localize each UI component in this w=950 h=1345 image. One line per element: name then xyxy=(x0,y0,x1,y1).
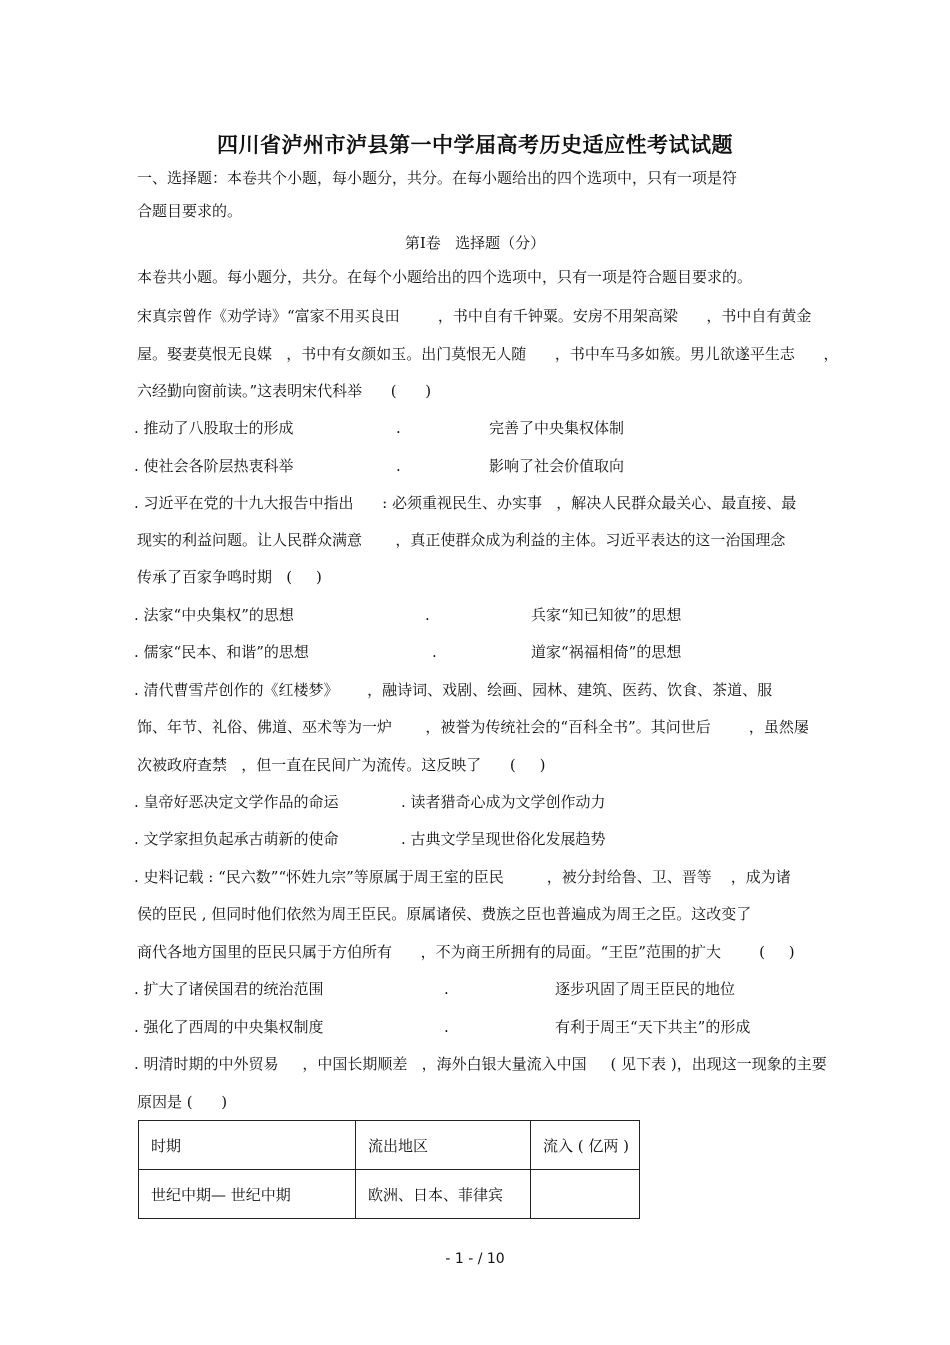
q1-option-b-marker: . xyxy=(396,419,401,437)
q3-option-c: . 文学家担负起承古萌新的使命 xyxy=(134,830,339,848)
q3-option-d: . 古典文学呈现世俗化发展趋势 xyxy=(401,830,606,848)
table-header-cell: 流入 ( 亿两 ) xyxy=(531,1121,640,1170)
q4-option-b: 逐步巩固了周王臣民的地位 xyxy=(555,980,736,998)
table-cell: 世纪中期— 世纪中期 xyxy=(139,1170,356,1219)
table-cell xyxy=(531,1170,640,1219)
table-header-cell: 时期 xyxy=(139,1121,356,1170)
q2-option-b: 兵家“知已知彼”的思想 xyxy=(531,606,682,624)
q4-line1: . 史料记载 : “民六数”“怀姓九宗”等原属于周王室的臣民 ，被分封给鲁、卫、晋等 ，成为诸 xyxy=(134,868,791,886)
q2-option-c: . 儒家“民本、和谐”的思想 xyxy=(134,643,309,661)
table-cell: 欧洲、日本、菲律宾 xyxy=(356,1170,531,1219)
q3-option-b: . 读者猎奇心成为文学创作动力 xyxy=(401,793,606,811)
q1-option-d-marker: . xyxy=(396,457,401,475)
q1-line3: 六经勤向窗前读。”这表明宋代科举 ( ) xyxy=(137,382,432,400)
table-header-row xyxy=(139,1121,640,1170)
q3-line3: 次被政府查禁 ，但一直在民间广为流传。这反映了 ( ) xyxy=(137,756,546,774)
q5-line1: . 明清时期的中外贸易 ，中国长期顺差 ，海外白银大量流入中国 ( 见下表 )，出现这一现象的主要 xyxy=(134,1055,827,1073)
q1-option-d: 影响了社会价值取向 xyxy=(489,457,625,475)
q2-line1: . 习近平在党的十九大报告中指出 : 必须重视民生、办实事 ，解决人民群众最关心、最直接、最 xyxy=(134,494,797,512)
table-header-cell: 流出地区 xyxy=(356,1121,531,1170)
q4-line3: 商代各地方国里的臣民只属于方伯所有 ，不为商王所拥有的局面。“王臣”范围的扩大 ( ) xyxy=(137,943,795,961)
q4-option-d-marker: . xyxy=(444,1018,449,1036)
silver-inflow-table xyxy=(138,1120,640,1219)
table-row xyxy=(139,1170,640,1219)
q3-option-a: . 皇帝好恶决定文学作品的命运 xyxy=(134,793,339,811)
document-title: 四川省泸州市泸县第一中学届高考历史适应性考试试题 xyxy=(217,132,733,157)
instruction-text: 本卷共小题。每小题分，共分。在每个小题给出的四个选项中，只有一项是符合题目要求的。 xyxy=(137,268,753,286)
q1-option-a: . 推动了八股取士的形成 xyxy=(134,419,294,437)
q3-line1: . 清代曹雪芹创作的《红楼梦》 ，融诗词、戏剧、绘画、园林、建筑、医药、饮食、茶道、服 xyxy=(134,681,773,699)
q2-option-a: . 法家“中央集权”的思想 xyxy=(134,606,294,624)
q3-line2: 饰、年节、礼俗、佛道、巫术等为一炉 ，被誉为传统社会的“百科全书”。其问世后 ，虽然屡 xyxy=(137,718,809,736)
q2-option-d: 道家“祸福相倚”的思想 xyxy=(531,643,682,661)
q4-option-a: . 扩大了诸侯国君的统治范围 xyxy=(134,980,324,998)
part-title: 第Ⅰ卷 选择题（分） xyxy=(404,234,546,252)
q4-line2: 侯的臣民 , 但同时他们依然为周王臣民。原属诸侯、费族之臣也普遍成为周王之臣。这改变了 xyxy=(137,905,752,923)
q4-option-c: . 强化了西周的中央集权制度 xyxy=(134,1018,324,1036)
q1-line2: 屋。娶妻莫恨无良媒 ，书中有女颜如玉。出门莫恨无人随 ，书中车马多如簇。男儿欲遂平生志 ， xyxy=(137,345,839,363)
q2-line3: 传承了百家争鸣时期 ( ) xyxy=(137,568,322,586)
page-number: - 1 - / 10 xyxy=(445,1251,505,1267)
q1-option-c: . 使社会各阶层热衷科举 xyxy=(134,457,294,475)
section-heading-line2: 合题目要求的。 xyxy=(137,202,243,220)
section-heading-line1: 一、选择题：本卷共个小题，每小题分，共分。在每小题给出的四个选项中，只有一项是符 xyxy=(137,169,738,187)
q1-option-b: 完善了中央集权体制 xyxy=(489,419,625,437)
q4-option-b-marker: . xyxy=(444,980,449,998)
q2-line2: 现实的利益问题。让人民群众满意 ，真正使群众成为利益的主体。习近平表达的这一治国理念 xyxy=(137,531,786,549)
q5-line2: 原因是 ( ) xyxy=(137,1093,228,1111)
q4-option-d: 有利于周王“天下共主”的形成 xyxy=(555,1018,751,1036)
q2-option-d-marker: . xyxy=(432,643,437,661)
q2-option-b-marker: . xyxy=(425,606,430,624)
q1-line1: 宋真宗曾作《劝学诗》“富家不用买良田 ，书中自有千钟粟。安房不用架高梁 ，书中自有黄金 xyxy=(137,307,812,325)
